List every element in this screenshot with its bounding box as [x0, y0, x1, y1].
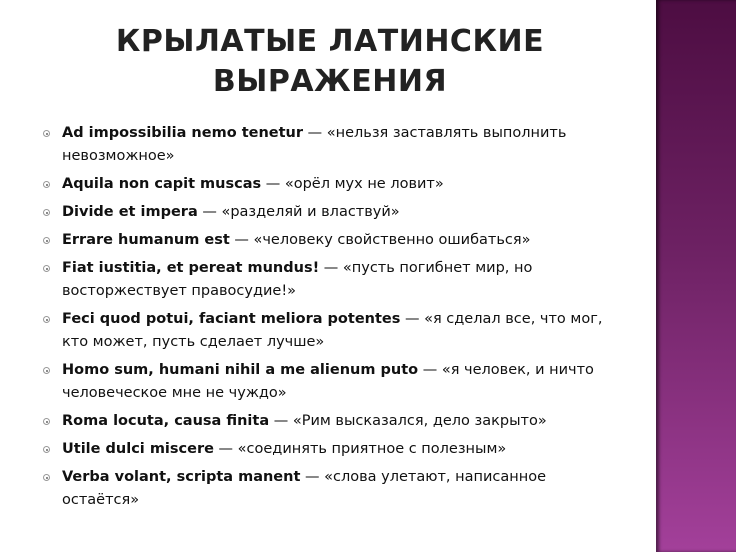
translation: — «Рим высказался, дело закрыто»	[269, 413, 547, 429]
list-item	[40, 466, 620, 512]
list-item	[40, 173, 620, 196]
translation: — «нельзя заставлять выполнить невозможное»	[62, 125, 567, 164]
translation: — «человеку свойственно ошибаться»	[229, 232, 531, 248]
latin-phrase: Fiat iustitia, et pereat mundus!	[62, 260, 320, 276]
bullet-icon	[43, 316, 50, 323]
latin-phrase: Feci quod potui, faciant meliora potentes	[62, 311, 401, 327]
slide-title	[40, 22, 620, 102]
phrase-list	[40, 122, 620, 517]
latin-phrase: Errare humanum est	[62, 232, 230, 248]
latin-phrase: Ad impossibilia nemo tenetur	[62, 125, 304, 141]
bullet-icon	[43, 474, 50, 481]
bullet-icon	[43, 446, 50, 453]
list-item	[40, 410, 620, 433]
title-line-2: ВЫРАЖЕНИЯ	[212, 64, 448, 99]
latin-phrase: Utile dulci miscere	[62, 441, 214, 457]
bullet-icon	[43, 237, 50, 244]
bullet-icon	[43, 418, 50, 425]
translation: — «я сделал все, что мог, кто может, пусть сделает лучше»	[62, 311, 603, 350]
translation: — «я человек, и ничто человеческое мне не чуждо»	[62, 362, 594, 401]
translation: — «разделяй и властвуй»	[197, 204, 400, 220]
bullet-icon	[43, 265, 50, 272]
latin-phrase: Roma locuta, causa finita	[62, 413, 270, 429]
translation: — «слова улетают, написанное остаётся»	[62, 469, 546, 508]
latin-phrase: Homo sum, humani nihil a me alienum puto	[62, 362, 419, 378]
list-item	[40, 359, 620, 405]
bullet-icon	[43, 209, 50, 216]
list-item	[40, 257, 620, 303]
bullet-icon	[43, 367, 50, 374]
decorative-sidebar	[656, 0, 736, 552]
bullet-icon	[43, 181, 50, 188]
latin-phrase: Verba volant, scripta manent	[62, 469, 301, 485]
translation: — «пусть погибнет мир, но восторжествует правосудие!»	[62, 260, 533, 299]
latin-phrase: Divide et impera	[62, 204, 198, 220]
list-item	[40, 229, 620, 252]
list-item	[40, 308, 620, 354]
title-line-1: КРЫЛАТЫЕ ЛАТИНСКИЕ	[115, 24, 545, 59]
translation: — «соединять приятное с полезным»	[213, 441, 507, 457]
translation: — «орёл мух не ловит»	[261, 176, 444, 192]
latin-phrase: Aquila non capit muscas	[62, 176, 262, 192]
list-item	[40, 122, 620, 168]
list-item	[40, 201, 620, 224]
bullet-icon	[43, 130, 50, 137]
list-item	[40, 438, 620, 461]
